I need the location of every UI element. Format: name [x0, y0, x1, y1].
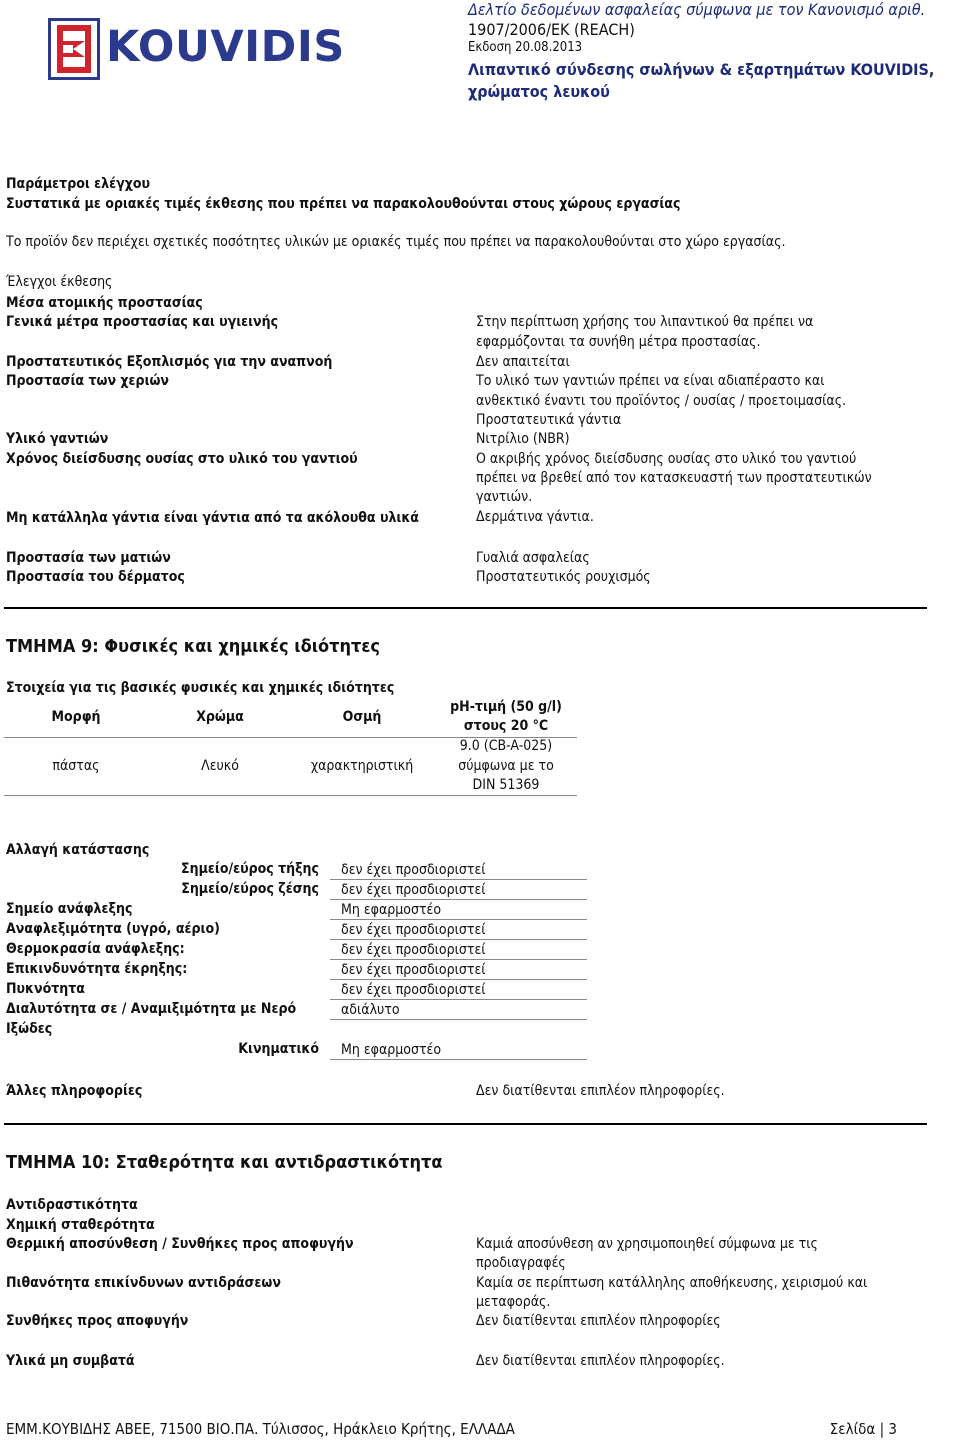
property-label: Διαλυτότητα σε / Αναμιξιμότητα με Νερό	[6, 1001, 297, 1017]
table-cell: 9.0 (CB-A-025)	[459, 738, 553, 754]
property-label: Πυκνότητα	[6, 981, 85, 997]
logo-k-icon	[51, 21, 97, 77]
property-value: δεν έχει προσδιοριστεί	[341, 982, 486, 998]
footer-address: ΕΜΜ.ΚΟΥΒΙΔΗΣ ΑΒΕΕ, 71500 ΒΙΟ.ΠΑ. Τύλισσος, Ηράκλειο Κρήτης, ΕΛΛΑΔΑ	[6, 1420, 515, 1438]
property-label: Σημείο/εύρος τήξης	[181, 861, 319, 877]
exposure-value: Προστατευτικά γάντια	[476, 412, 622, 428]
exposure-value: Το υλικό των γαντιών πρέπει να είναι αδιαπέραστο και	[476, 373, 825, 389]
property-rule	[330, 1059, 587, 1060]
control-subtitle: Συστατικά με οριακές τιμές έκθεσης που πρέπει να παρακολουθούνται στους χώρους εργασίας	[6, 196, 681, 212]
property-value: δεν έχει προσδιοριστεί	[341, 942, 486, 958]
stability-value: Καμία σε περίπτωση κατάλληλης αποθήκευσης, χειρισμού και	[476, 1275, 868, 1291]
exposure-label: Προστασία των χεριών	[6, 373, 170, 389]
exposure-label: Προστατευτικός Εξοπλισμός για την αναπνοή	[6, 354, 333, 370]
exposure-value: Ο ακριβής χρόνος διείσδυσης ουσίας στο υλικό του γαντιού	[476, 451, 857, 467]
property-value: δεν έχει προσδιοριστεί	[341, 962, 486, 978]
exposure-label: Προστασία του δέρματος	[6, 569, 185, 585]
exposure-label: Μη κατάλληλα γάντια είναι γάντια από τα ακόλουθα υλικά	[6, 510, 419, 526]
exposure-label: Χρόνος διείσδυσης ουσίας στο υλικό του γαντιού	[6, 451, 358, 467]
header-title-line1: Δελτίο δεδομένων ασφαλείας σύμφωνα με τον Κανονισμό αριθ.	[468, 0, 926, 19]
header-regulation: 1907/2006/ΕΚ (REACH)	[468, 20, 635, 39]
stability-label: Αντιδραστικότητα	[6, 1197, 138, 1213]
property-rule	[330, 979, 587, 980]
exposure-value: Δεν απαιτείται	[476, 354, 570, 370]
section9-subtitle: Στοιχεία για τις βασικές φυσικές και χημικές ιδιότητες	[6, 680, 395, 696]
exposure-label: Προστασία των ματιών	[6, 550, 171, 566]
property-label: Επικινδυνότητα έκρηξης:	[6, 961, 188, 977]
property-rule	[330, 999, 587, 1000]
property-value: δεν έχει προσδιοριστεί	[341, 862, 486, 878]
exposure-value: Νιτρίλιο (NBR)	[476, 431, 570, 447]
property-value: αδιάλυτο	[341, 1002, 400, 1018]
property-label: Κινηματικό	[238, 1041, 319, 1057]
header-product-line2: χρώματος λευκού	[468, 82, 610, 101]
property-rule	[330, 919, 587, 920]
exposure-value: Προστατευτικός ρουχισμός	[476, 569, 651, 585]
stability-label: Θερμική αποσύνθεση / Συνθήκες προς αποφυγήν	[6, 1236, 354, 1252]
header-product-line1: Λιπαντικό σύνδεσης σωλήνων & εξαρτημάτων KOUVIDIS,	[468, 60, 935, 79]
stability-label: Χημική σταθερότητα	[6, 1217, 155, 1233]
logo-wordmark: KOUVIDIS	[106, 22, 345, 72]
table-header: Μορφή	[51, 709, 101, 725]
section9-title: ΤΜΗΜΑ 9: Φυσικές και χημικές ιδιότητες	[6, 636, 380, 657]
exposure-subtitle: Μέσα ατομικής προστασίας	[6, 295, 203, 311]
property-rule	[330, 1019, 587, 1020]
other-info-value: Δεν διατίθενται επιπλέον πληροφορίες.	[476, 1083, 725, 1099]
table-header: Χρώμα	[196, 709, 244, 725]
section10-title: ΤΜΗΜΑ 10: Σταθερότητα και αντιδραστικότητα	[6, 1152, 443, 1173]
exposure-value: πρέπει να βρεθεί από τον κατασκευαστή των προστατευτικών	[476, 470, 872, 486]
control-text: Το προϊόν δεν περιέχει σχετικές ποσότητες υλικών με οριακές τιμές που πρέπει να παρακολουθούνται στο χώρο εργασίας.	[6, 234, 786, 250]
stability-label: Συνθήκες προς αποφυγήν	[6, 1313, 189, 1329]
property-rule	[330, 899, 587, 900]
property-rule	[330, 959, 587, 960]
exposure-title: Έλεγχοι έκθεσης	[6, 274, 113, 290]
property-label: Θερμοκρασία ανάφλεξης:	[6, 941, 185, 957]
property-value: δεν έχει προσδιοριστεί	[341, 882, 486, 898]
stability-value: Δεν διατίθενται επιπλέον πληροφορίες	[476, 1313, 721, 1329]
section-divider	[4, 607, 927, 609]
table-cell: σύμφωνα με το	[458, 758, 554, 774]
exposure-value: Δερμάτινα γάντια.	[476, 509, 594, 525]
table-cell: πάστας	[52, 758, 100, 774]
property-rule	[330, 879, 587, 880]
property-value: Μη εφαρμοστέο	[341, 902, 442, 918]
other-info-label: Άλλες πληροφορίες	[6, 1083, 143, 1099]
table-cell: χαρακτηριστική	[310, 758, 414, 774]
stability-value: Καμιά αποσύνθεση αν χρησιμοποιηθεί σύμφωνα με τις	[476, 1236, 818, 1252]
property-label: Ιξώδες	[6, 1021, 53, 1037]
table-header: Οσμή	[342, 709, 382, 725]
table-rule	[4, 795, 577, 796]
footer-page-number: Σελίδα | 3	[829, 1420, 897, 1438]
property-label: Αναφλεξιμότητα (υγρό, αέριο)	[6, 921, 220, 937]
stability-value: προδιαγραφές	[476, 1255, 566, 1271]
table-header: pH-τιμή (50 g/l)	[450, 699, 562, 715]
logo-mark	[48, 18, 100, 80]
section-divider	[4, 1123, 927, 1125]
stability-value: μεταφοράς.	[476, 1294, 551, 1310]
property-label: Σημείο/εύρος ζέσης	[181, 881, 319, 897]
table-header: στους 20 °C	[463, 718, 549, 734]
exposure-label: Γενικά μέτρα προστασίας και υγιεινής	[6, 314, 279, 330]
table-cell: DIN 51369	[472, 777, 540, 793]
property-label: Σημείο ανάφλεξης	[6, 901, 133, 917]
stability-label: Πιθανότητα επικίνδυνων αντιδράσεων	[6, 1275, 281, 1291]
property-value: Μη εφαρμοστέο	[341, 1042, 442, 1058]
property-rule	[330, 939, 587, 940]
exposure-value: Γυαλιά ασφαλείας	[476, 550, 590, 566]
header-version: Εκδοση 20.08.2013	[468, 40, 583, 55]
exposure-value: εφαρμόζονται τα συνήθη μέτρα προστασίας.	[476, 334, 761, 350]
property-value: δεν έχει προσδιοριστεί	[341, 922, 486, 938]
state-change-title: Αλλαγή κατάστασης	[6, 842, 150, 858]
exposure-value: ανθεκτικό έναντι του προϊόντος / ουσίας / προετοιμασίας.	[476, 393, 847, 409]
stability-label: Υλικά μη συμβατά	[6, 1353, 135, 1369]
exposure-value: Στην περίπτωση χρήσης του λιπαντικού θα πρέπει να	[476, 314, 814, 330]
stability-value: Δεν διατίθενται επιπλέον πληροφορίες.	[476, 1353, 725, 1369]
exposure-value: γαντιών.	[476, 489, 533, 505]
table-cell: Λευκό	[201, 758, 239, 774]
exposure-label: Υλικό γαντιών	[6, 431, 109, 447]
control-title: Παράμετροι ελέγχου	[6, 176, 151, 192]
